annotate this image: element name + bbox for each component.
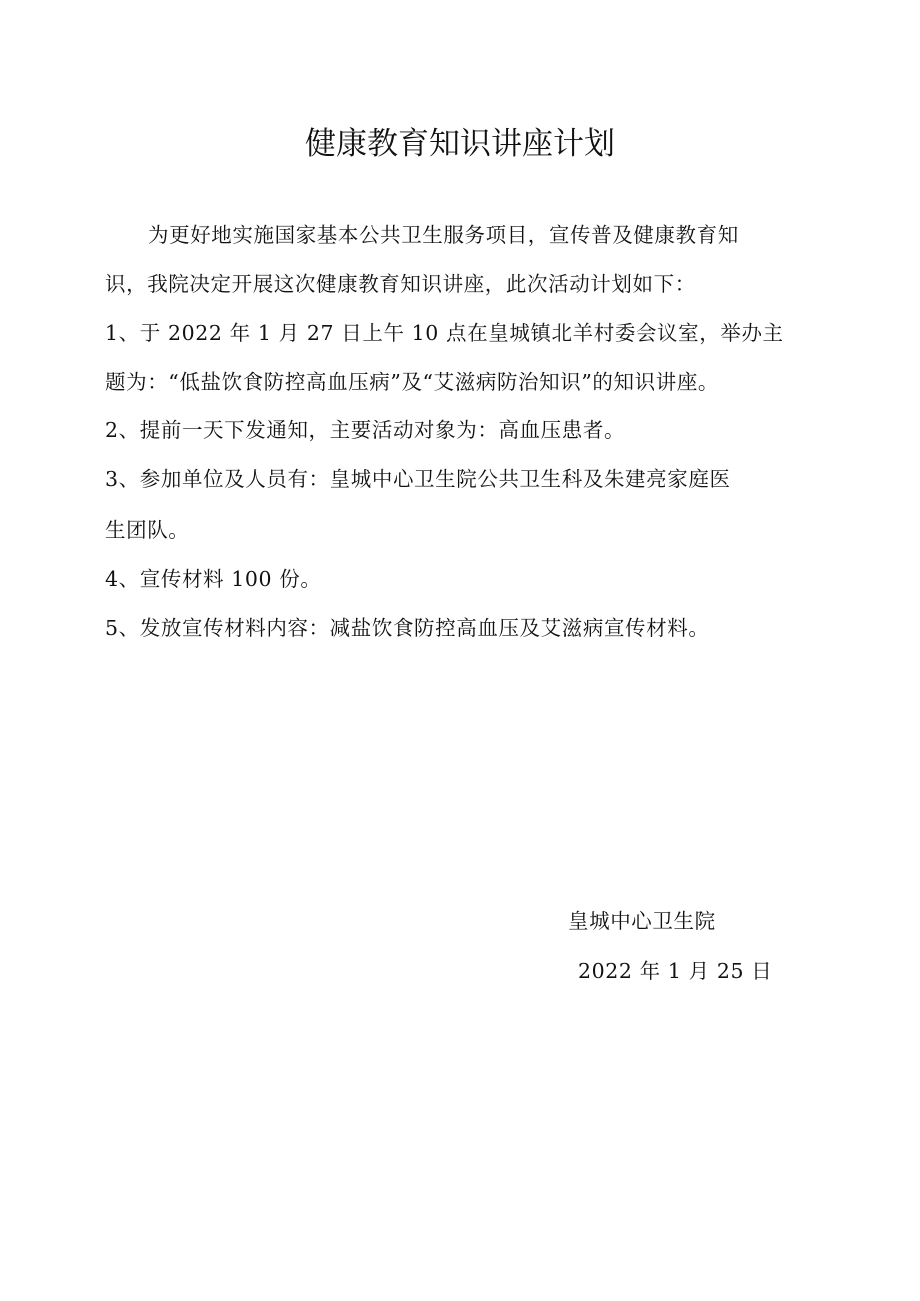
item-3-line-1: 3、参加单位及人员有：皇城中心卫生院公共卫生科及朱建亮家庭医 xyxy=(105,467,731,491)
item-2-line-1: 2、提前一天下发通知，主要活动对象为：高血压患者。 xyxy=(105,418,626,442)
item-3-line-2: 生团队。 xyxy=(105,518,190,542)
item-1-line-1: 1、于 2022 年 1 月 27 日上午 10 点在皇城镇北羊村委会议室，举办主 xyxy=(105,321,784,345)
signature-date: 2022 年 1 月 25 日 xyxy=(578,959,773,983)
item-5-line-1: 5、发放宣传材料内容：减盐饮食防控高血压及艾滋病宣传材料。 xyxy=(105,616,710,640)
intro-line-2: 识，我院决定开展这次健康教育知识讲座，此次活动计划如下： xyxy=(105,272,696,296)
item-4-line-1: 4、宣传材料 100 份。 xyxy=(105,567,322,591)
item-1-line-2: 题为：“低盐饮食防控高血压病”及“艾滋病防治知识”的知识讲座。 xyxy=(105,370,720,394)
signature-organization: 皇城中心卫生院 xyxy=(568,909,716,933)
intro-line-1: 为更好地实施国家基本公共卫生服务项目，宣传普及健康教育知 xyxy=(148,223,739,247)
document-title: 健康教育知识讲座计划 xyxy=(305,126,615,162)
